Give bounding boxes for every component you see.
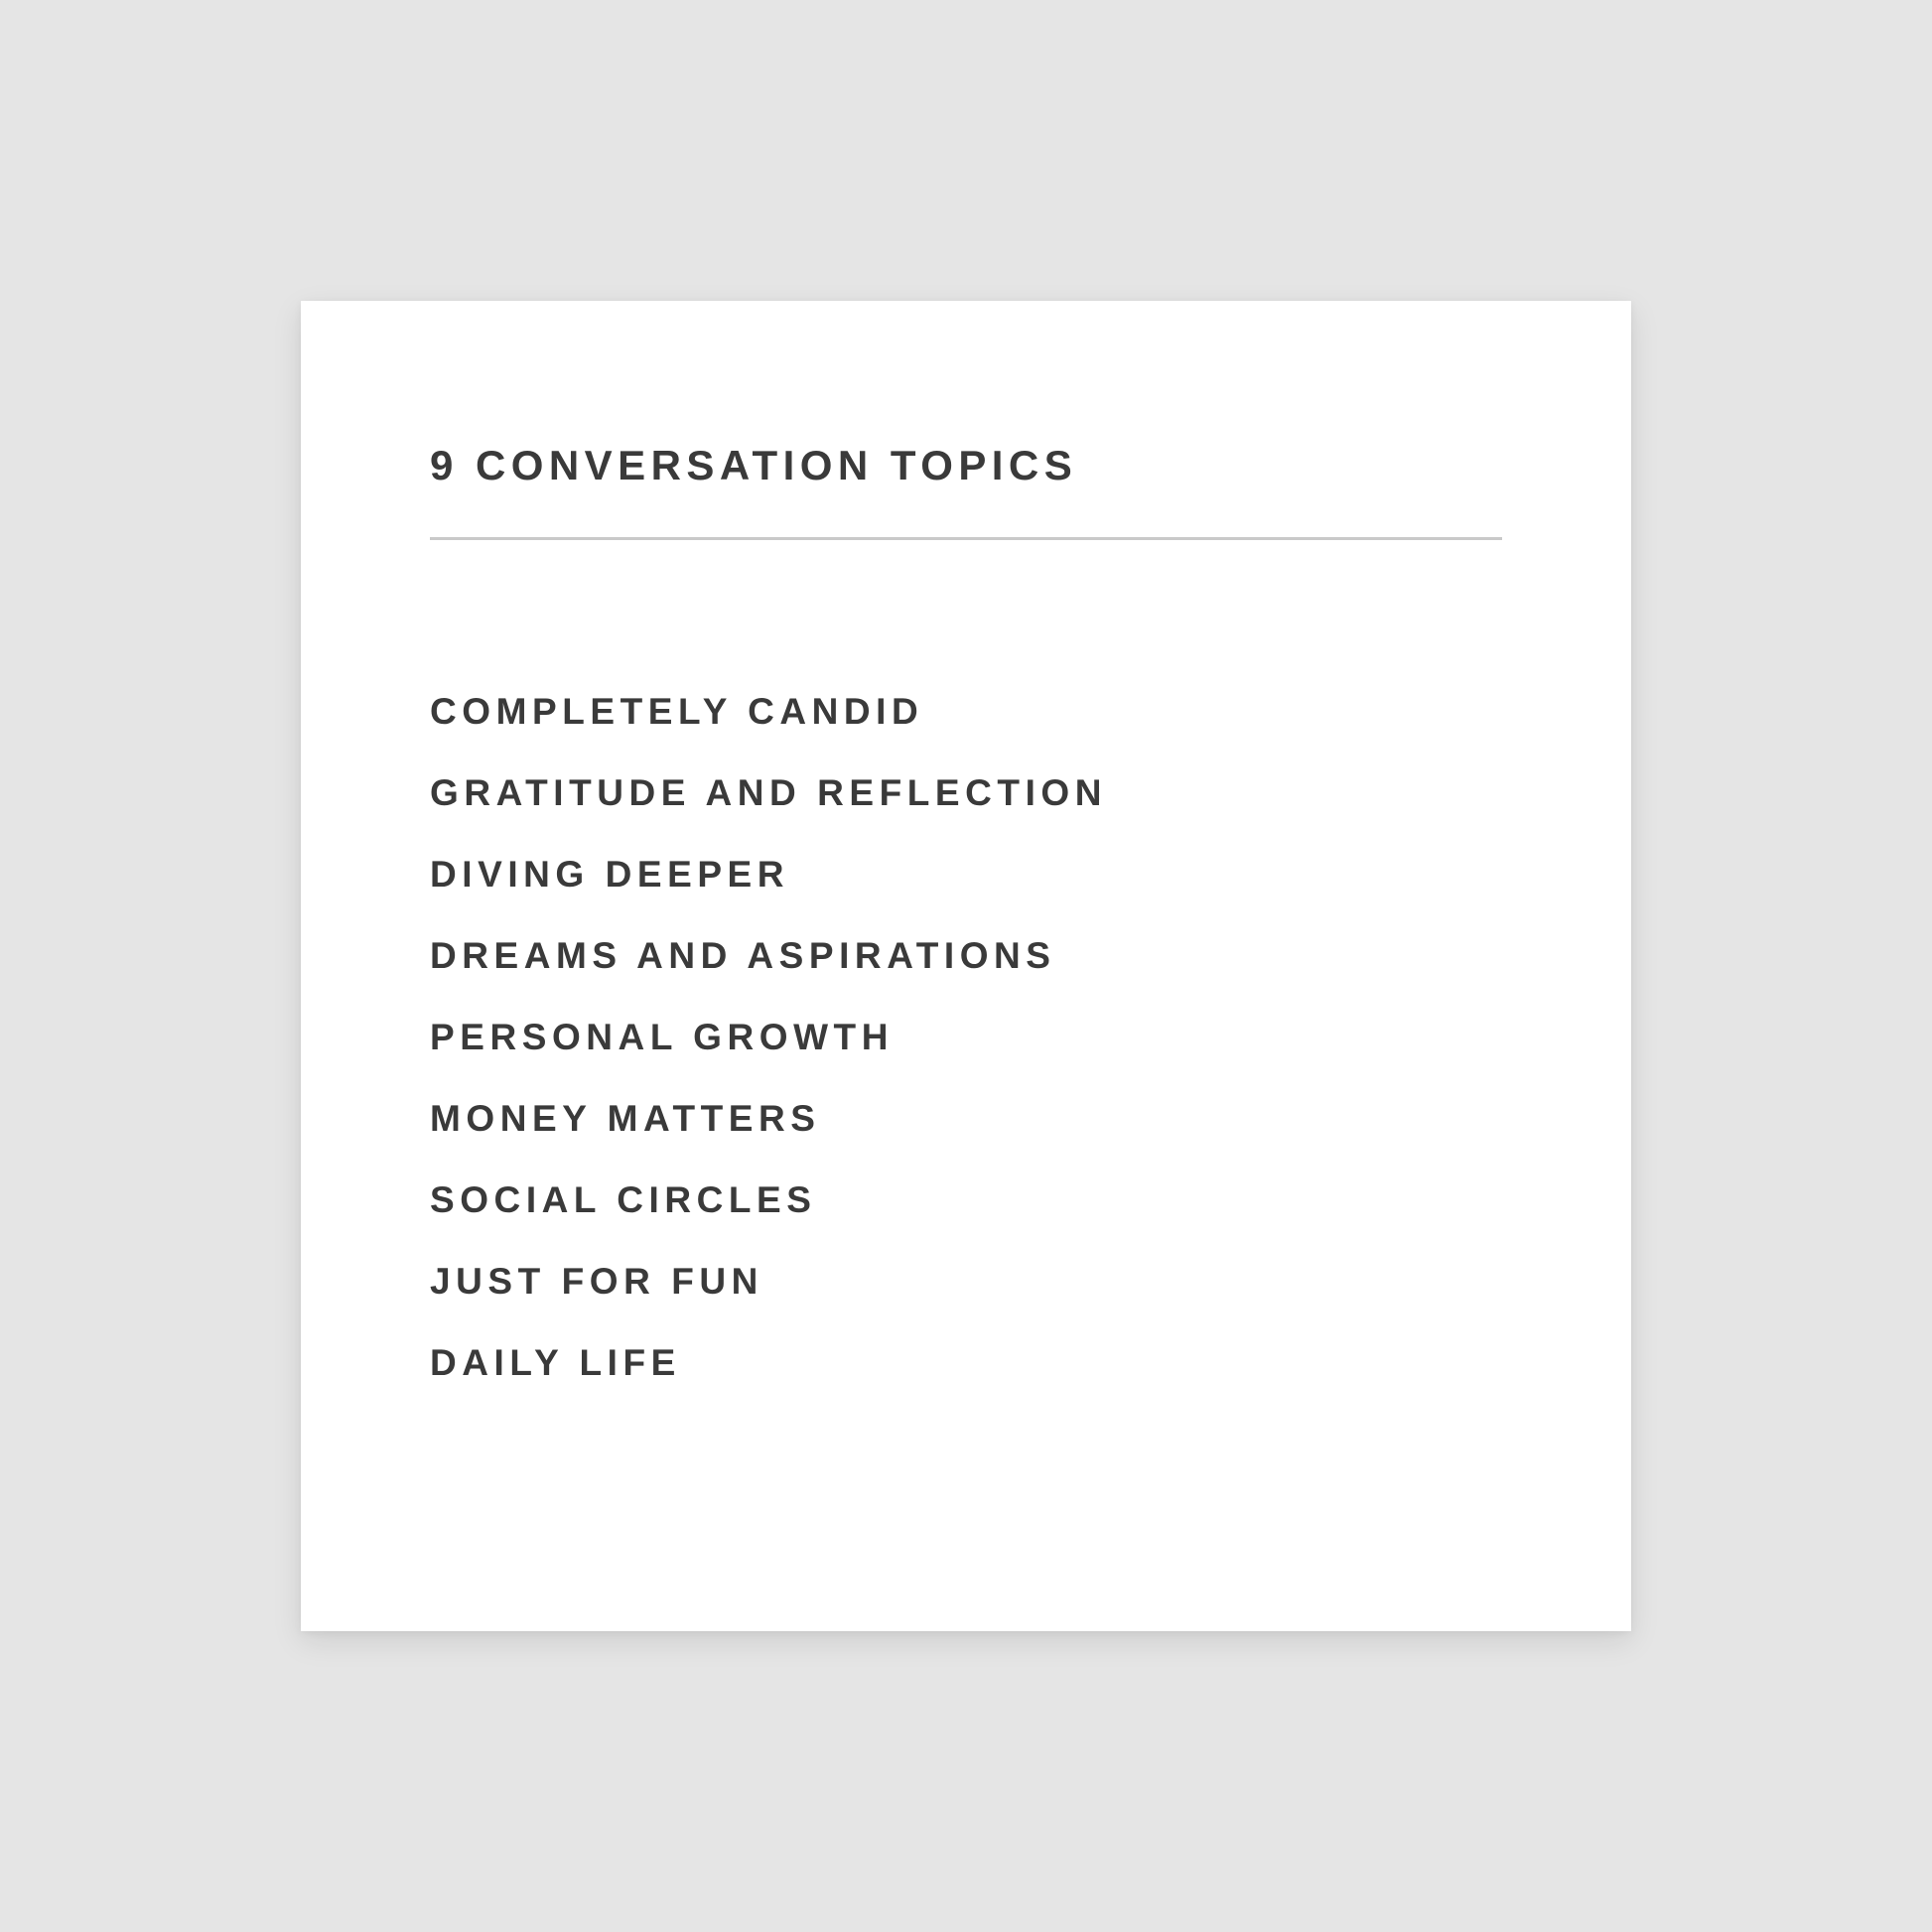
topic-item: COMPLETELY CANDID bbox=[430, 691, 924, 732]
topic-item: SOCIAL CIRCLES bbox=[430, 1179, 817, 1220]
topic-item: DAILY LIFE bbox=[430, 1342, 681, 1383]
topic-item: MONEY MATTERS bbox=[430, 1098, 821, 1139]
card-title: 9 CONVERSATION TOPICS bbox=[430, 442, 1078, 488]
topic-item: DIVING DEEPER bbox=[430, 854, 790, 895]
topic-item: GRATITUDE AND REFLECTION bbox=[430, 772, 1108, 813]
topics-card bbox=[301, 301, 1631, 1631]
topic-item: DREAMS AND ASPIRATIONS bbox=[430, 935, 1056, 976]
topic-item: PERSONAL GROWTH bbox=[430, 1017, 894, 1057]
topic-item: JUST FOR FUN bbox=[430, 1261, 763, 1302]
title-divider bbox=[430, 537, 1502, 540]
topics-list bbox=[430, 693, 1502, 1381]
